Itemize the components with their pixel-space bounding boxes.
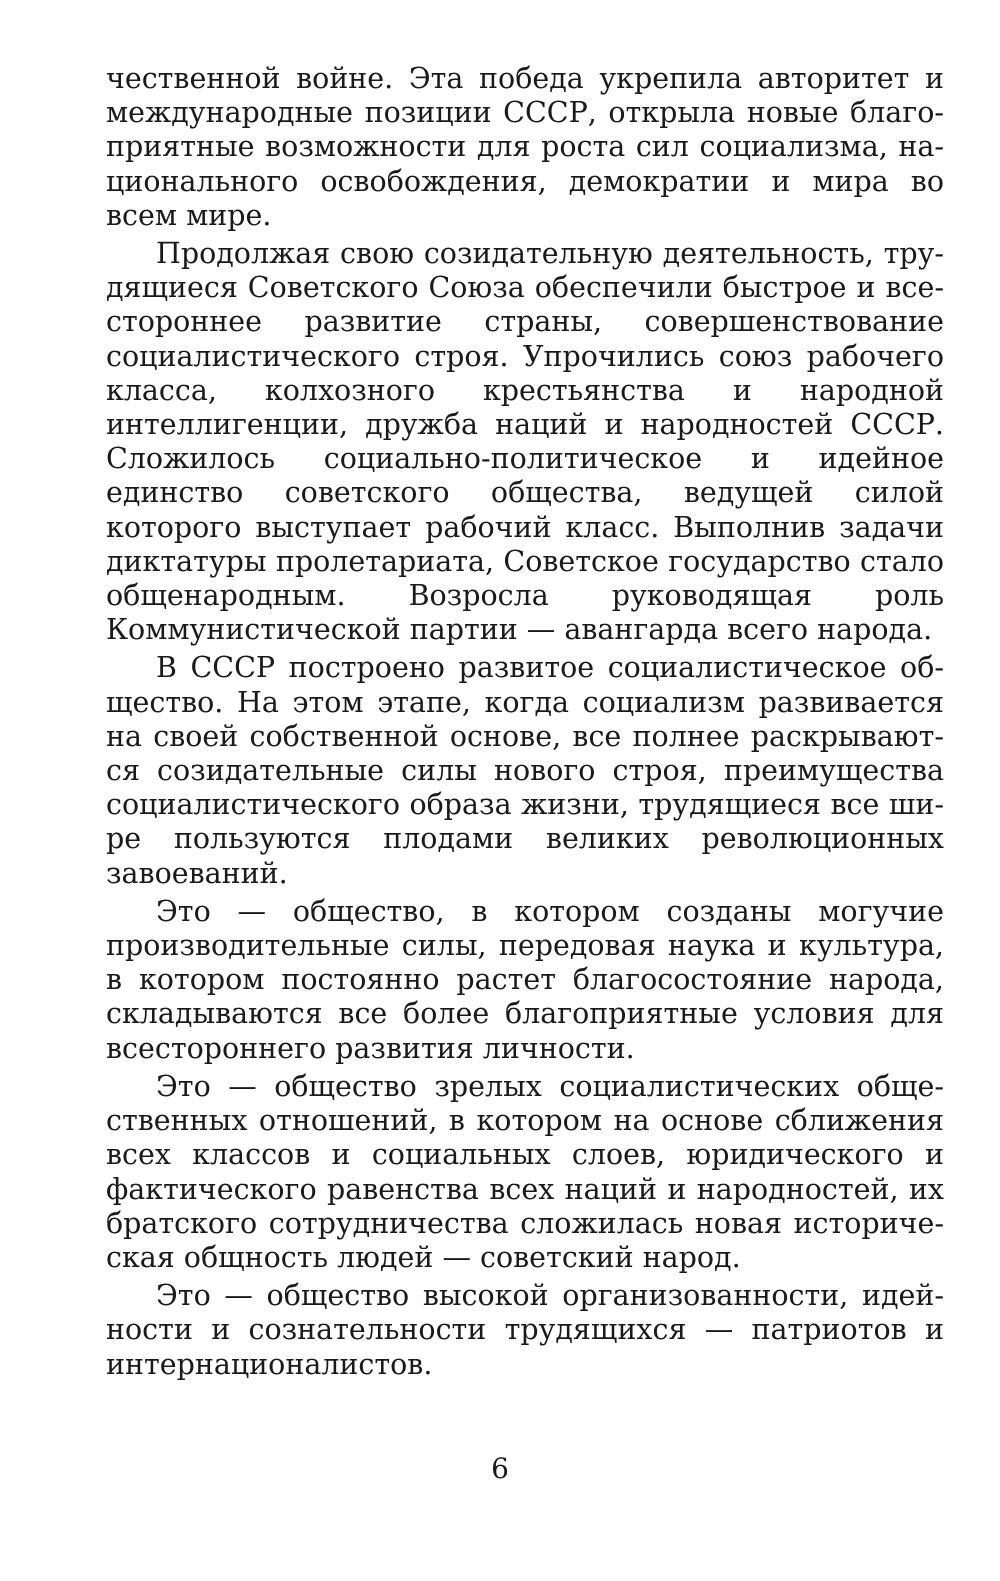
paragraph-developed-socialism: В СССР построено развитое социалистическое общество. На этом этапе, когда социализм развивается на своей собственной основе, все полнее раскрываются созидательные силы нового строя, преимущества социалистического образа жизни, трудящиеся все шире пользуются плодами великих революционных завоеваний. [106,651,944,890]
paragraph-social-relations: Это — общество зрелых социалистических общественных отношений, в котором на основе сближения всех классов и социальных слоев, юридического и фактического равенства всех наций и народностей, их братского сотрудничества сложилась новая историческая общность людей — советский народ. [106,1069,944,1274]
body-text [106,62,944,1386]
paragraph-creative-activity: Продолжая свою созидательную деятельность, трудящиеся Советского Союза обеспечили быстрое и всестороннее развитие страны, совершенствование социалистического строя. Упрочились союз рабочего класса, колхозного крестьянства и народной интеллигенции, дружба наций и народностей СССР. Сложилось социально-политическое и идейное единство советского общества, ведущей силой которого выступает рабочий класс. Выполнив задачи диктатуры пролетариата, Советское государство стало общенародным. Возросла руководящая роль Коммунистической партии — авангарда всего народа. [106,237,944,647]
paragraph-continuation: чественной войне. Эта победа укрепила авторитет и международные позиции СССР, открыла новые благоприятные возможности для роста сил социализма, национального освобождения, демократии и мира во всем мире. [106,62,944,232]
paragraph-productive-forces: Это — общество, в котором созданы могучие производительные силы, передовая наука и культура, в котором постоянно растет благосостояние народа, складываются все более благоприятные условия для всестороннего развития личности. [106,894,944,1065]
page-number: 6 [491,1452,509,1485]
paragraph-organization: Это — общество высокой организованности, идейности и сознательности трудящихся — патриотов и интернационалистов. [106,1279,944,1381]
